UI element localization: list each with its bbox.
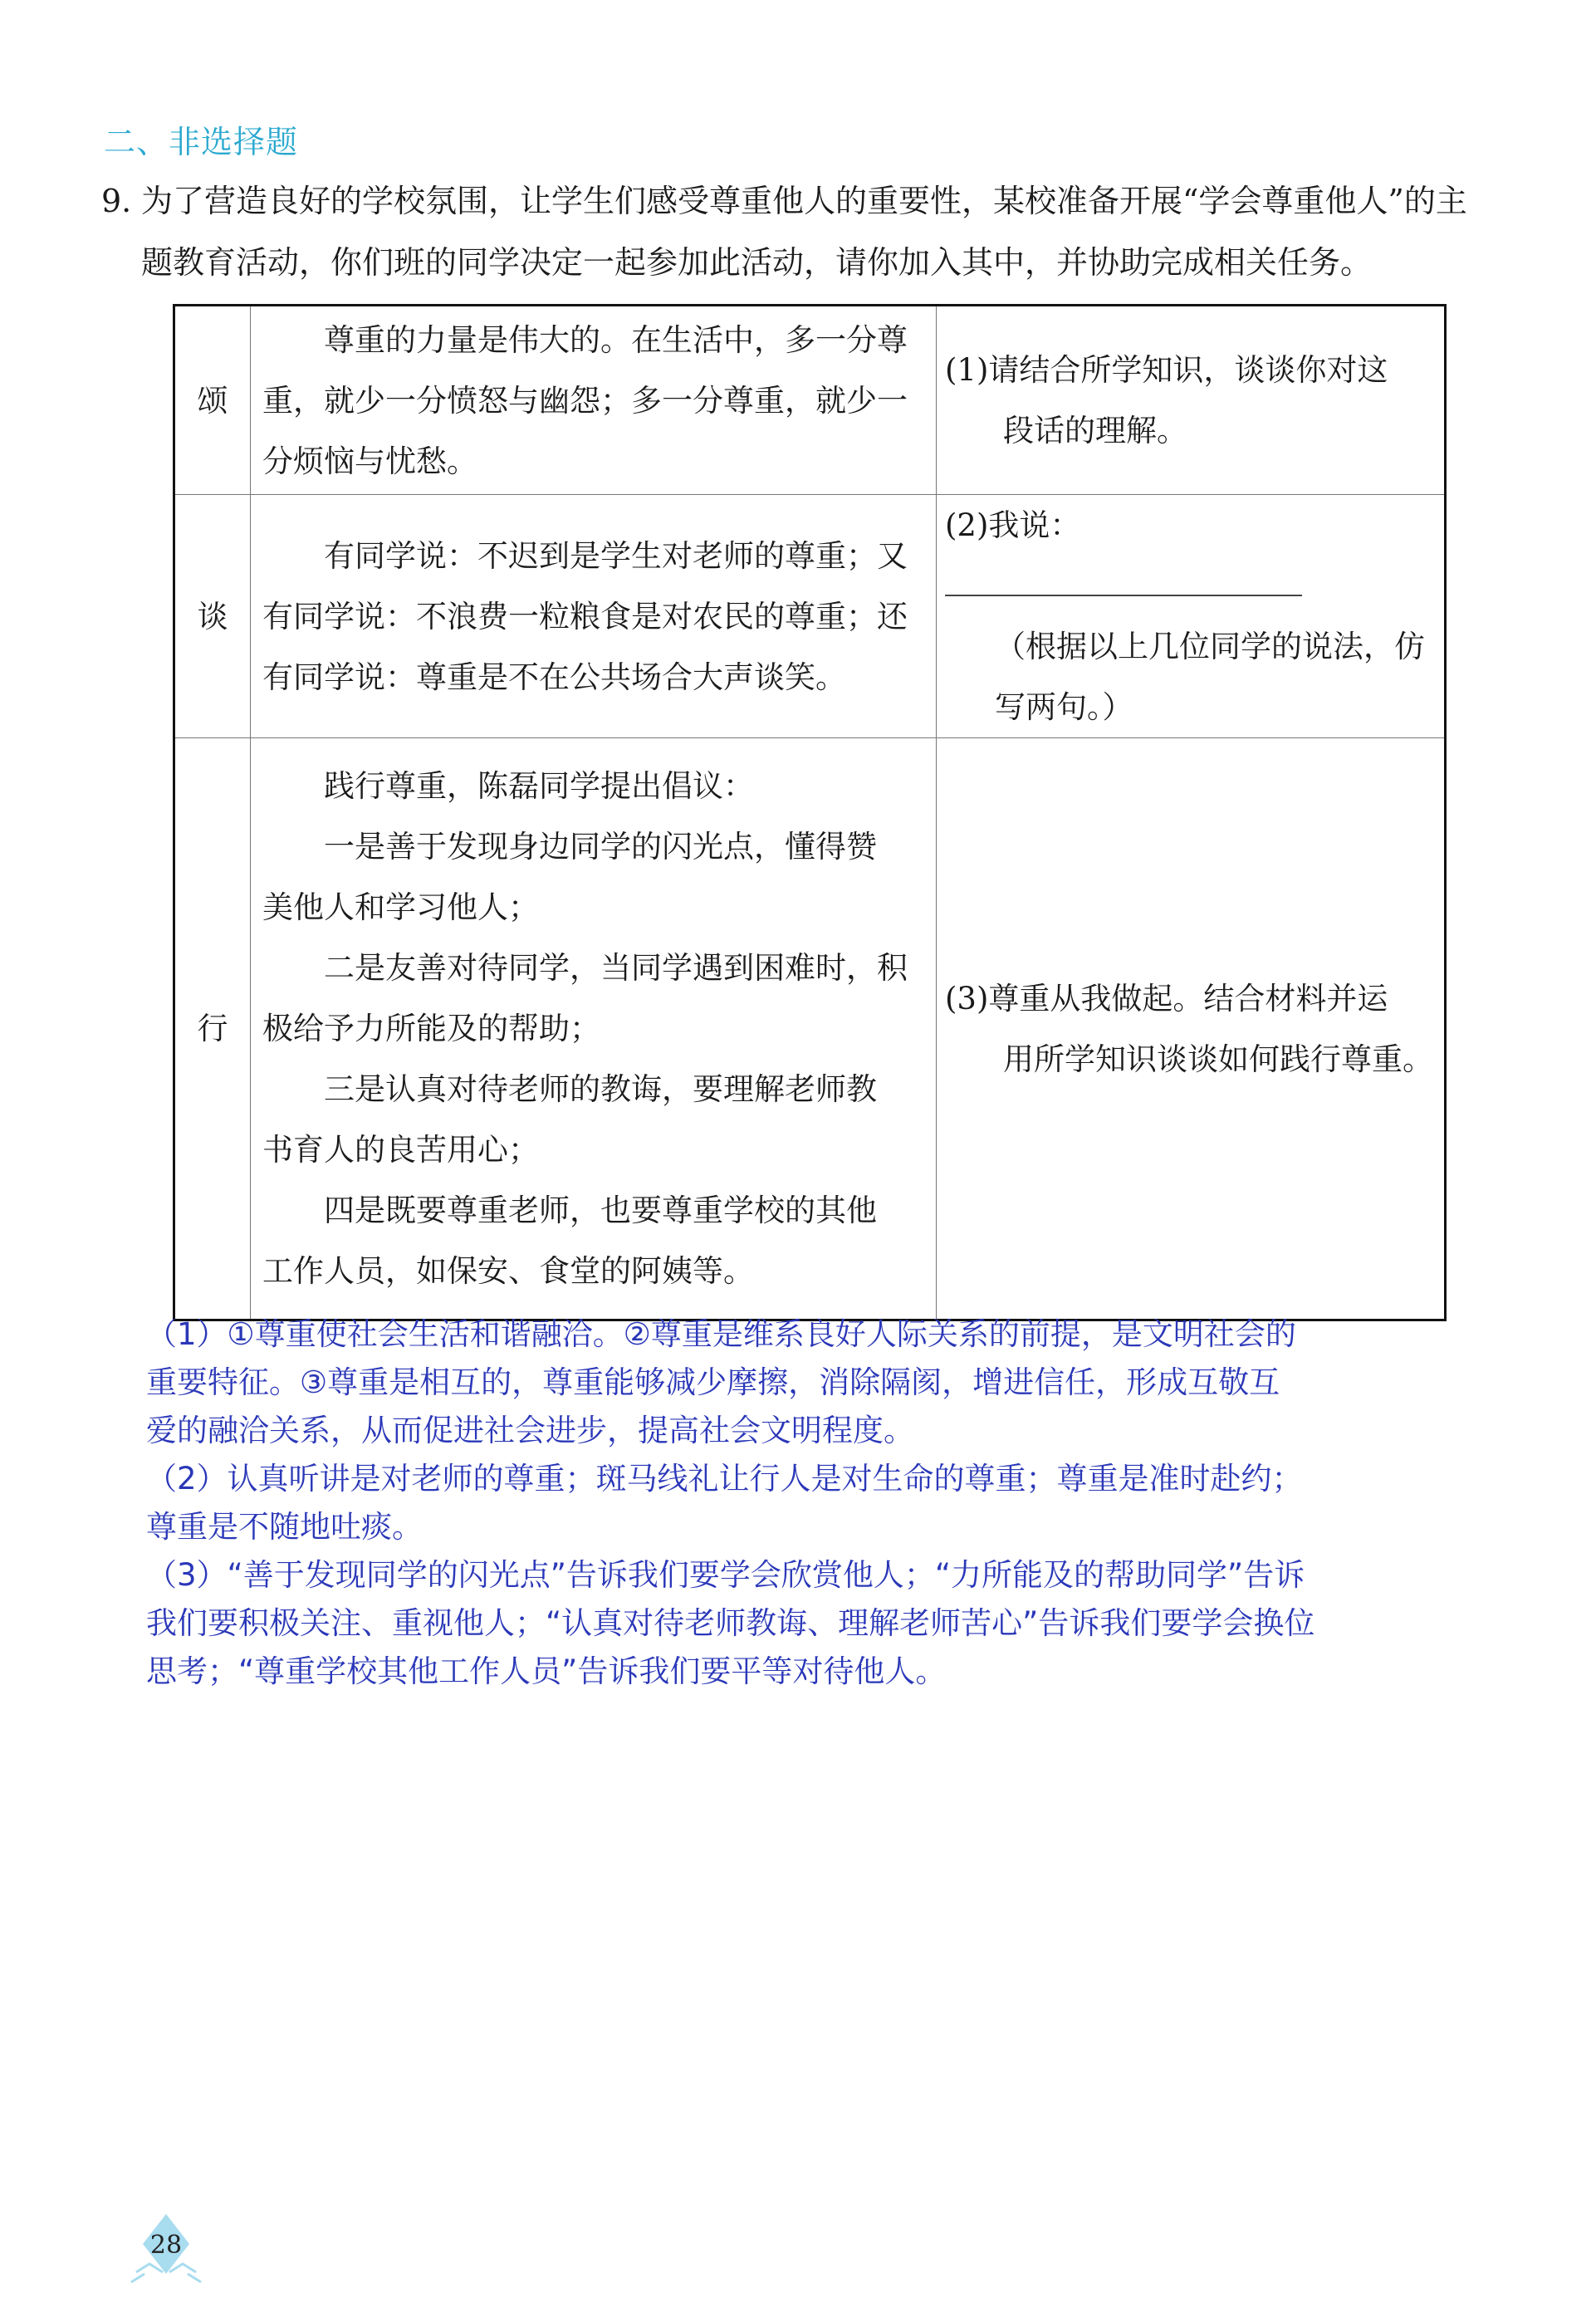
answer-line: （3）“善于发现同学的闪光点”告诉我们要学会欣赏他人；“力所能及的帮助同学”告诉 [146,1557,1305,1593]
question-9 [101,170,1530,293]
answer-line: 尊重是不随地吐痰。 [146,1509,423,1545]
task-2: (2)我说： （根据以上几位同学的说法，仿 写两句。） [937,495,1446,738]
answer-line: 重要特征。③尊重是相互的，尊重能够减少摩擦，消除隔阂，增进信任，形成互敬互 [146,1364,1280,1400]
answer-line: （1）①尊重使社会生活和谐融洽。②尊重是维系良好人际关系的前提，是文明社会的 [146,1316,1296,1352]
answer-line: （2）认真听讲是对老师的尊重；斑马线礼让行人是对生命的尊重；尊重是准时赴约； [146,1461,1303,1496]
page-number-badge [125,2211,208,2285]
task-1: (1)请结合所学知识，谈谈你对这 段话的理解。 [937,306,1446,495]
answer-line: 我们要积极关注、重视他人；“认真对待老师教诲、理解老师苦心”告诉我们要学会换位 [146,1605,1315,1641]
table-row-xing [174,738,1446,1320]
material-tan: 有同学说：不迟到是学生对老师的尊重；又 有同学说：不浪费一粒粮食是对农民的尊重；还 有同学说：尊重是不在公共场合大声谈笑。 [251,495,937,738]
material-xing: 践行尊重，陈磊同学提出倡议： 一是善于发现身边同学的闪光点，懂得赞 美他人和学习他人； 二是友善对待同学，当同学遇到困难时，积 极给予力所能及的帮助； 三是认真对待老师的教诲，要理解老师教 书育人的良苦用心； 四是既要尊重老师，也要尊重学校的其他 工作人员，如保安、食堂的阿姨等。 [251,738,937,1320]
row-header-xing: 行 [174,738,251,1320]
answer-block [146,1310,1475,1696]
row-header-tan: 谈 [174,495,251,738]
table-row-tan [174,495,1446,738]
task-3: (3)尊重从我做起。结合材料并运 用所学知识谈谈如何践行尊重。 [937,738,1446,1320]
question-number: 9. [101,183,132,219]
section-title: 二、非选择题 [104,124,299,160]
question-line-2: 题教育活动，你们班的同学决定一起参加此活动，请你加入其中，并协助完成相关任务。 [141,244,1373,281]
answer-blank[interactable] [945,566,1302,596]
answer-line: 爱的融洽关系，从而促进社会进步，提高社会文明程度。 [146,1413,914,1448]
question-table [173,304,1447,1321]
row-header-song: 颂 [174,306,251,495]
question-line-1: 9. 为了营造良好的学校氛围，让学生们感受尊重他人的重要性，某校准备开展“学会尊重他人”的主 [101,170,1530,232]
answer-line: 思考；“尊重学校其他工作人员”告诉我们要平等对待他人。 [146,1653,947,1689]
page-number: 28 [149,2231,183,2260]
table-row-song [174,306,1446,495]
material-song: 尊重的力量是伟大的。在生活中，多一分尊 重，就少一分愤怒与幽怨；多一分尊重，就少一 分烦恼与忧愁。 [251,306,937,495]
